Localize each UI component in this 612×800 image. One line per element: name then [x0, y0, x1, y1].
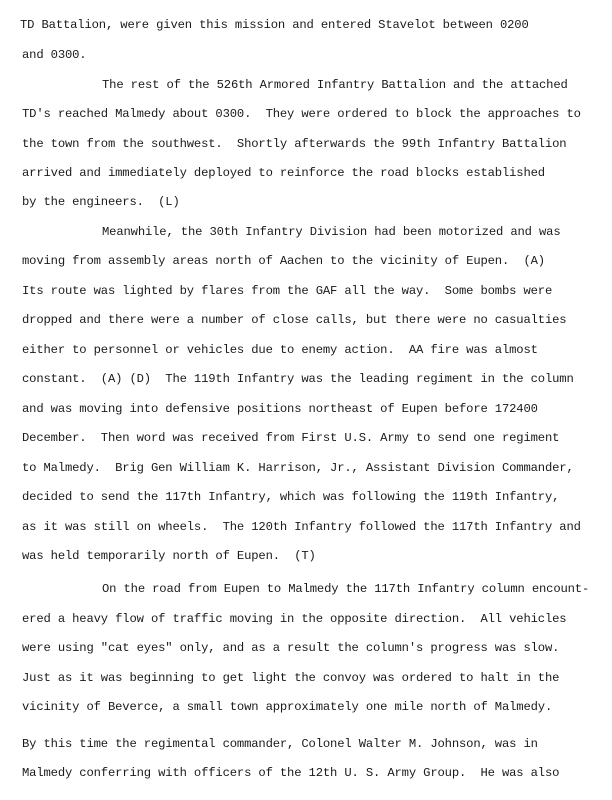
- text-line: either to personnel or vehicles due to enemy action. AA fire was almost: [22, 343, 538, 357]
- text-line: and 0300.: [22, 48, 87, 62]
- text-line: the town from the southwest. Shortly afterwards the 99th Infantry Battalion: [22, 137, 567, 151]
- text-line: On the road from Eupen to Malmedy the 117th Infantry column encount-: [102, 582, 590, 596]
- text-line: decided to send the 117th Infantry, which was following the 119th Infantry,: [22, 490, 560, 504]
- text-line: Malmedy conferring with officers of the 12th U. S. Army Group. He was also: [22, 766, 560, 780]
- text-line: moving from assembly areas north of Aachen to the vicinity of Eupen. (A): [22, 254, 545, 268]
- text-line: December. Then word was received from First U.S. Army to send one regiment: [22, 431, 560, 445]
- text-line: arrived and immediately deployed to reinforce the road blocks established: [22, 166, 545, 180]
- text-line: Just as it was beginning to get light the convoy was ordered to halt in the: [22, 671, 560, 685]
- text-line: were using "cat eyes" only, and as a result the column's progress was slow.: [22, 641, 560, 655]
- text-line: By this time the regimental commander, Colonel Walter M. Johnson, was in: [22, 737, 538, 751]
- text-line: vicinity of Beverce, a small town approximately one mile north of Malmedy.: [22, 700, 553, 714]
- text-line: Meanwhile, the 30th Infantry Division had been motorized and was: [102, 225, 561, 239]
- text-line: by the engineers. (L): [22, 195, 180, 209]
- text-line: as it was still on wheels. The 120th Infantry followed the 117th Infantry and: [22, 520, 581, 534]
- text-line: TD Battalion, were given this mission and entered Stavelot between 0200: [20, 18, 529, 32]
- text-line: and was moving into defensive positions northeast of Eupen before 172400: [22, 402, 538, 416]
- text-line: The rest of the 526th Armored Infantry Battalion and the attached: [102, 78, 568, 92]
- text-line: to Malmedy. Brig Gen William K. Harrison, Jr., Assistant Division Commander,: [22, 461, 574, 475]
- text-line: was held temporarily north of Eupen. (T): [22, 549, 316, 563]
- text-line: Its route was lighted by flares from the GAF all the way. Some bombs were: [22, 284, 553, 298]
- text-line: ered a heavy flow of traffic moving in the opposite direction. All vehicles: [22, 612, 567, 626]
- text-line: dropped and there were a number of close calls, but there were no casualties: [22, 313, 567, 327]
- text-line: TD's reached Malmedy about 0300. They were ordered to block the approaches to: [22, 107, 581, 121]
- text-line: constant. (A) (D) The 119th Infantry was the leading regiment in the column: [22, 372, 574, 386]
